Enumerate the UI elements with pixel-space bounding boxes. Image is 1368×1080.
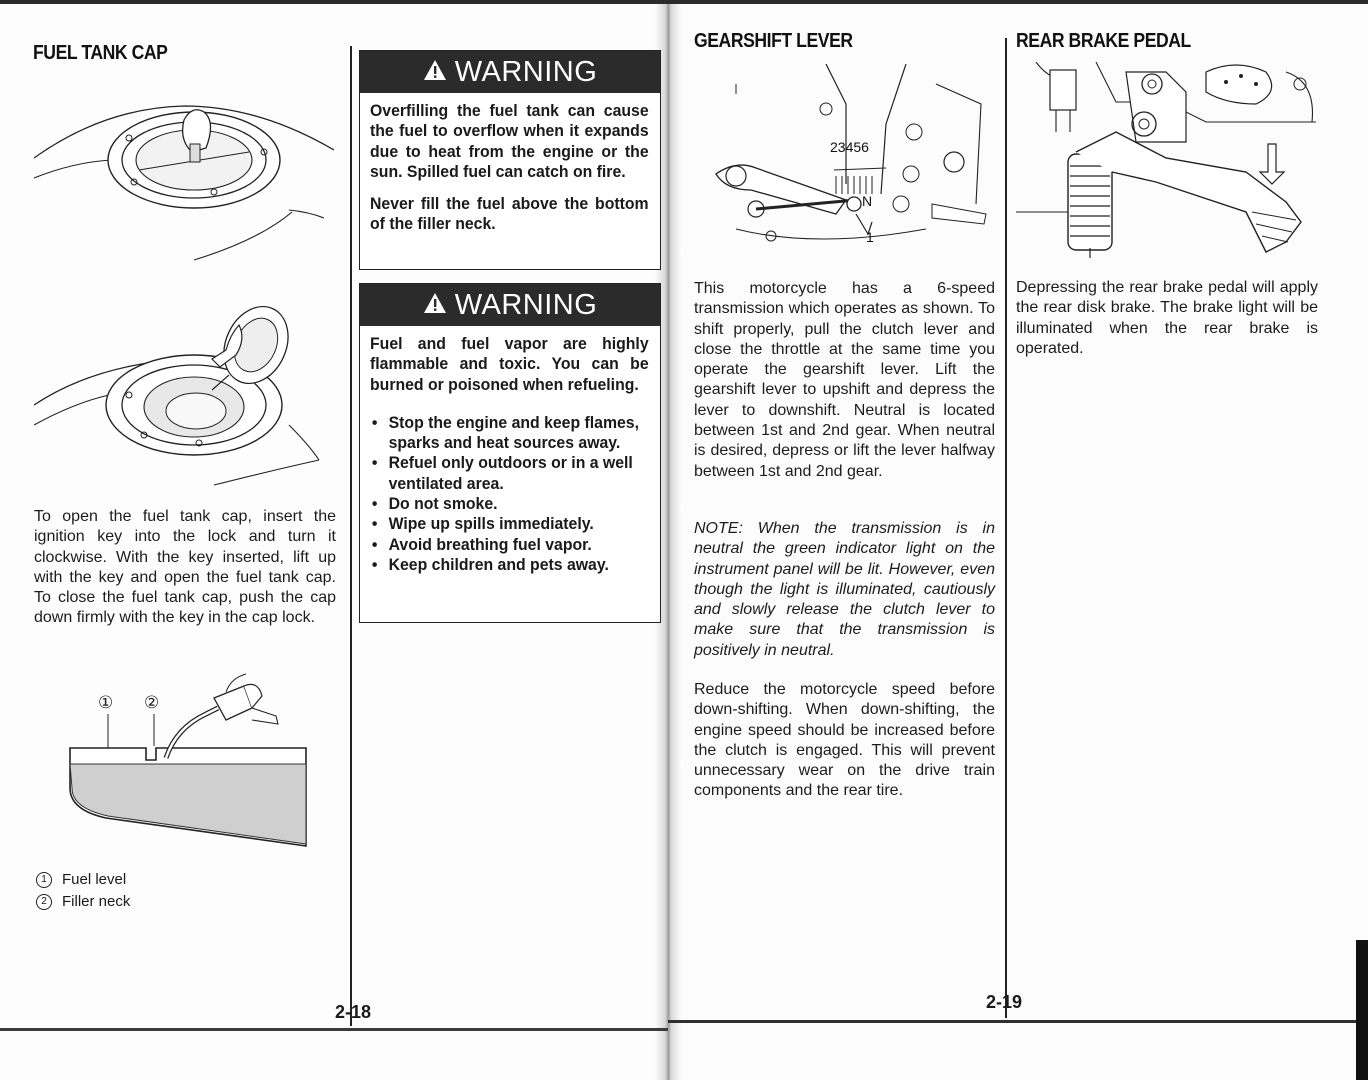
legend-marker-2: 2 — [36, 894, 52, 910]
warning-bullet-item: • Avoid breathing fuel vapor. — [371, 534, 592, 554]
callout-2: ② — [144, 693, 160, 713]
warning-bullet-item: • Wipe up spills immediately. — [371, 514, 594, 534]
rear-brake-description: Depressing the rear brake pedal will apply the rear disk brake. The brake light will be illuminated when the rear brake is operated. — [1016, 279, 1318, 357]
gear-first-label: 1 — [866, 229, 874, 245]
right-column-divider — [1005, 38, 1007, 1018]
warning-box-fuel-vapor — [359, 283, 661, 623]
gearshift-note: NOTE: When the transmission is in neutral the green indicator light on the instrument panel will be lit. However, even though the light is illuminated, cautiously and slowly release the clutch lever to make sure that the transmission is positively in neutral. — [694, 520, 995, 659]
gear-numbers-up: 23456 — [830, 139, 869, 155]
page-top-edge — [0, 0, 1368, 4]
warning-triangle-icon — [423, 56, 447, 89]
fuel-tank-cap-heading: FUEL TANK CAP — [33, 42, 168, 64]
page-number-left: 2-18 — [335, 1002, 372, 1022]
fuel-cap-open-figure — [34, 295, 334, 495]
warning-bullet-item: • Do not smoke. — [371, 494, 498, 514]
fuel-level-diagram — [66, 668, 316, 853]
warning-title: WARNING — [454, 288, 598, 321]
downshift-instructions: Reduce the motorcycle speed before down-shifting. When down-shifting, the engine speed should be increased before the clutch is engaged. This will prevent unnecessary wear on the drive train components and the rear tire. — [694, 681, 995, 800]
legend-item-filler-neck — [36, 891, 130, 913]
warning-triangle-icon — [423, 289, 447, 322]
rear-brake-pedal-figure — [1016, 62, 1318, 262]
legend-marker-1: 1 — [36, 872, 52, 888]
scan-edge-shadow — [1356, 940, 1368, 1080]
warning-bullet-item: • Keep children and pets away. — [371, 554, 609, 574]
left-column-divider — [350, 46, 352, 1026]
warning-box-overfill — [359, 50, 661, 270]
down-arrow-icon — [1260, 144, 1284, 184]
figure-legend — [36, 869, 130, 913]
legend-item-fuel-level — [36, 869, 130, 891]
left-page-bottom-edge — [0, 1028, 668, 1031]
warning-header — [360, 284, 660, 326]
page-number-right: 2-19 — [986, 992, 1023, 1012]
warning-fill-level-text: Never fill the fuel above the bottom of the filler neck. — [370, 194, 649, 234]
warning-title: WARNING — [454, 55, 598, 88]
gearshift-lever-heading: GEARSHIFT LEVER — [694, 30, 853, 52]
warning-bullet-item: • Stop the engine and keep flames, sparks and heat sources away. — [371, 412, 639, 453]
warning-vapor-text: Fuel and fuel vapor are highly flammable and toxic. You can be burned or poisoned when refueling. — [370, 334, 649, 394]
rear-brake-pedal-heading: REAR BRAKE PEDAL — [1016, 30, 1191, 52]
callout-1: ① — [98, 693, 114, 713]
gearshift-lever-figure — [696, 64, 996, 269]
warning-bullet-item: • Refuel only outdoors or in a well ventilated area. — [371, 453, 633, 493]
warning-header — [360, 51, 660, 93]
warning-bullet-list — [370, 413, 650, 575]
gearshift-description: This motorcycle has a 6-speed transmission which operates as shown. To shift properly, pull the clutch lever and close the throttle at the same time you operate the gearshift lever. Lift the gearshift lever to upshift and depress the lever to downshift. Neutral is located between 1st and 2nd gear. When neutral is desired, depress or lift the lever halfway between 1st and 2nd gear. — [694, 280, 995, 480]
fuel-cap-instructions: To open the fuel tank cap, insert the ignition key into the lock and turn it clockwise. With the key inserted, lift up with the key and open the fuel tank cap. To close the fuel tank cap, push the cap down firmly with the key in the cap lock. — [34, 508, 336, 627]
fuel-cap-closed-figure — [34, 100, 334, 285]
warning-overfill-text: Overfilling the fuel tank can cause the fuel to overflow when it expands due to heat from the engine or the sun. Spilled fuel can catch on fire. — [370, 101, 649, 181]
gear-neutral-label: N — [862, 193, 873, 209]
legend-label-fuel-level: Fuel level — [62, 871, 127, 888]
right-page-bottom-edge — [668, 1020, 1368, 1023]
legend-label-filler-neck: Filler neck — [62, 893, 131, 910]
